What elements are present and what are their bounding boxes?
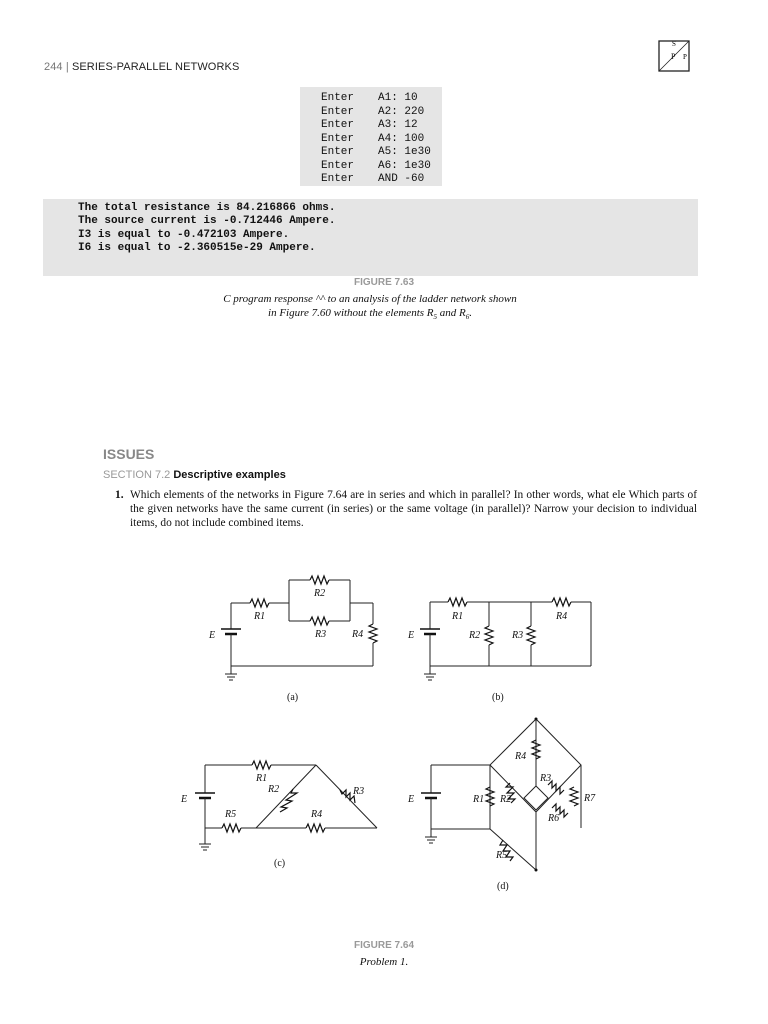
label-r3-b: R3 — [512, 630, 524, 641]
problem-text: Which elements of the networks in Figure 7.64 are in series and which in parallel? In other words, what ele Which parts of the given networks have the same current (in series) or the same voltage (in parallel)? Narrow your decision to individual items, do not include combined items. — [130, 489, 697, 529]
label-r1-b: R1 — [452, 611, 464, 622]
chapter-title: SERIES-PARALLEL NETWORKS — [71, 61, 240, 73]
label-r3-a: R3 — [315, 629, 327, 640]
input-row: Enter A1: 10 — [321, 92, 418, 104]
logo-letter-s: S — [672, 40, 676, 48]
circuit-panel-b — [407, 598, 591, 703]
input-row: Enter AND -60 — [321, 173, 425, 185]
label-r6-d: R6 — [548, 813, 560, 824]
figure-763-caption-line2: in Figure 7.60 without the elements $R_5$ and $R_6$. — [268, 307, 472, 322]
section-title: Descriptive examples — [173, 469, 286, 481]
logo-letter-p1: P — [671, 52, 676, 61]
output-line: The total resistance is 84.216866 ohms. — [78, 202, 336, 214]
resistor-r4-a — [369, 624, 377, 643]
figure-764-caption: Problem 1. — [359, 956, 409, 968]
resistor-r4-c — [306, 824, 325, 832]
output-line: I3 is equal to -0.472103 Ampere. — [78, 229, 290, 241]
label-r2-a: R2 — [314, 588, 326, 599]
input-row: Enter A2: 220 — [321, 106, 425, 118]
resistor-r4-b — [552, 598, 571, 606]
label-r4-d: R4 — [515, 751, 527, 762]
caption-a: (a) — [287, 692, 299, 703]
label-r5-c: R5 — [225, 809, 237, 820]
label-r2-c: R2 — [268, 784, 280, 795]
resistor-r1-c — [252, 761, 271, 769]
section-number: SECTION 7.2 — [103, 469, 171, 481]
figure-764-label: FIGURE 7.64 — [353, 940, 415, 951]
label-r3-c: R3 — [353, 786, 365, 797]
label-r1-a: R1 — [254, 611, 266, 622]
label-r3-d: R3 — [540, 773, 552, 784]
issues-heading: ISSUES — [103, 446, 155, 462]
input-row: Enter A5: 1e30 — [321, 146, 431, 158]
output-line: The source current is -0.712446 Ampere. — [78, 215, 336, 227]
resistor-r2-a — [310, 576, 329, 584]
resistor-r1-a — [250, 599, 269, 607]
caption-b: (b) — [492, 692, 504, 703]
source-label-c: E — [181, 794, 188, 805]
label-r7-d: R7 — [584, 793, 596, 804]
label-r5-d: R5 — [496, 850, 508, 861]
page-number: 244 — [44, 61, 63, 73]
resistor-r7-d — [570, 787, 578, 806]
circuit-panel-c — [180, 761, 377, 869]
source-label-b: E — [408, 630, 415, 641]
label-r4-c: R4 — [311, 809, 323, 820]
label-r2-b: R2 — [469, 630, 481, 641]
label-r1-d: R1 — [473, 794, 485, 805]
source-label-a: E — [209, 630, 216, 641]
source-label-d: E — [408, 794, 415, 805]
header-separator: | — [65, 61, 69, 73]
input-row: Enter A6: 1e30 — [321, 160, 431, 172]
resistor-r3-b — [527, 626, 535, 645]
resistor-r5-c — [222, 824, 241, 832]
input-row: Enter A3: 12 — [321, 119, 418, 131]
label-r4-a: R4 — [352, 629, 364, 640]
input-row: Enter A4: 100 — [321, 133, 425, 145]
output-line: I6 is equal to -2.360515e-29 Ampere. — [78, 242, 316, 254]
circuit-panel-d — [407, 718, 596, 893]
caption-d: (d) — [497, 881, 509, 892]
caption-c: (c) — [274, 858, 286, 869]
figure-763-label: FIGURE 7.63 — [353, 277, 415, 288]
label-r4-b: R4 — [556, 611, 568, 622]
circuit-panel-a — [208, 576, 377, 703]
label-r2-d: R2 — [500, 794, 512, 805]
figure-763-caption-line1: C program response ^^ to an analysis of the ladder network shown — [223, 293, 517, 305]
resistor-r1-b — [448, 598, 467, 606]
resistor-r3-a — [310, 617, 329, 625]
problem-number: 1. — [115, 489, 124, 501]
label-r1-c: R1 — [256, 773, 268, 784]
logo-letter-p2: P — [683, 53, 687, 61]
resistor-r2-b — [485, 626, 493, 645]
